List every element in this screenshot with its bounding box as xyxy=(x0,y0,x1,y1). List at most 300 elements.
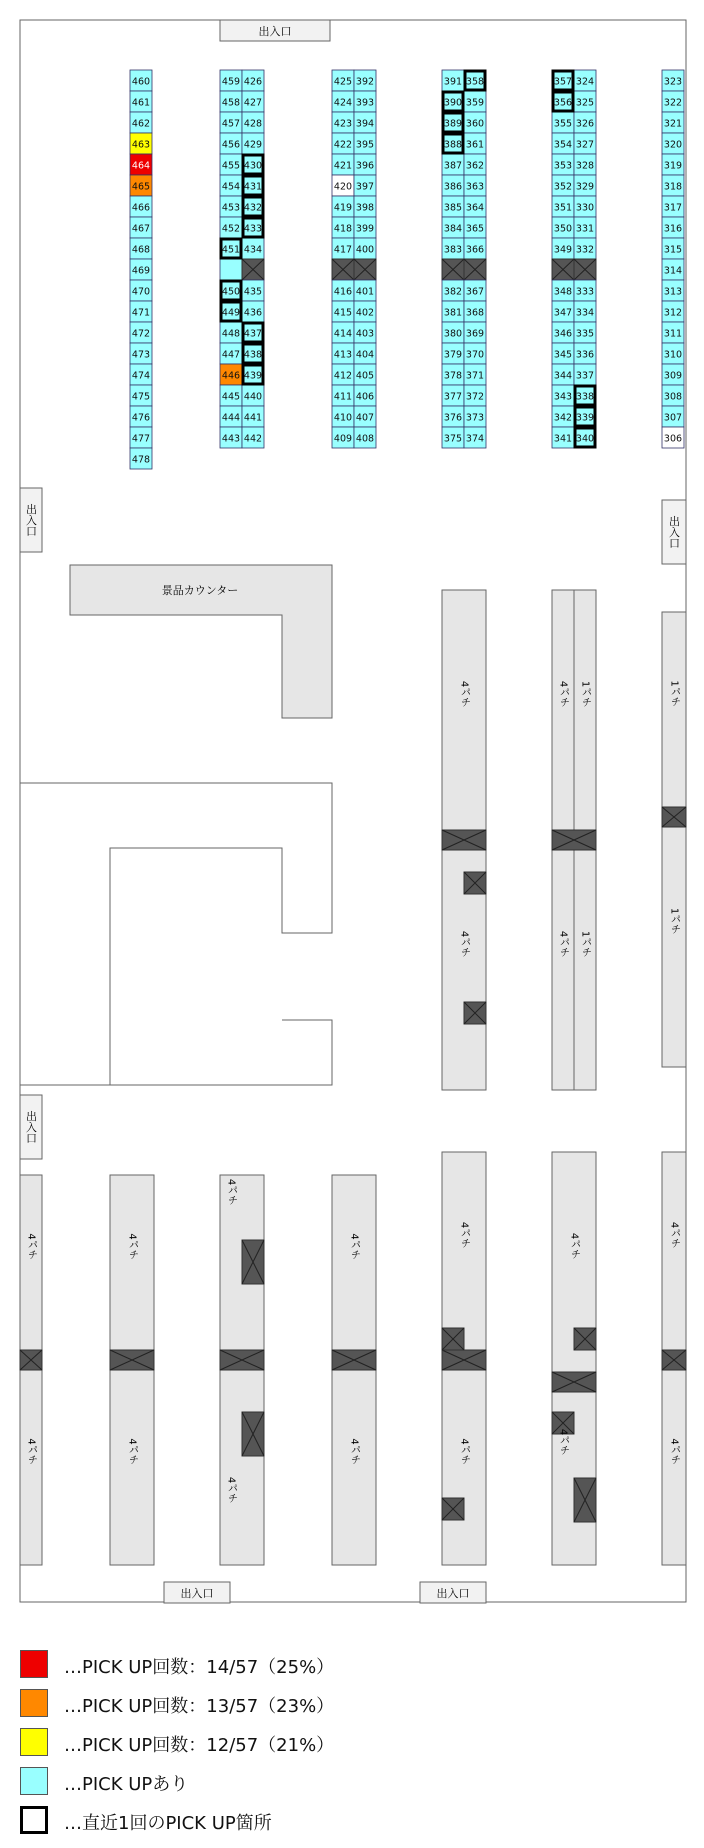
machine-number: 410 xyxy=(333,412,353,424)
machine-472[interactable] xyxy=(130,322,152,343)
machine-aisle-c4b-9 xyxy=(464,259,486,280)
machine-number: 343 xyxy=(553,391,573,403)
machine-number: 383 xyxy=(443,244,463,256)
machine-number: 418 xyxy=(333,223,353,235)
island-label: 1パチ xyxy=(668,907,680,935)
machine-number: 414 xyxy=(333,328,353,340)
machine-366[interactable] xyxy=(464,238,486,259)
machine-331[interactable] xyxy=(574,217,596,238)
machine-number: 400 xyxy=(355,244,375,256)
machine-387[interactable] xyxy=(442,154,464,175)
machine-444[interactable] xyxy=(220,406,242,427)
island-4pachi-low-1-top xyxy=(20,1175,42,1350)
machine-310[interactable] xyxy=(662,343,684,364)
machine-475[interactable] xyxy=(130,385,152,406)
island-1pachi-right-top xyxy=(662,612,686,807)
machine-number: 332 xyxy=(575,244,595,256)
machine-378[interactable] xyxy=(442,364,464,385)
machine-308[interactable] xyxy=(662,385,684,406)
machine-number: 323 xyxy=(663,76,683,88)
machine-number: 446 xyxy=(221,370,241,382)
machine-307[interactable] xyxy=(662,406,684,427)
machine-434[interactable] xyxy=(242,238,264,259)
legend-row-default xyxy=(20,1767,440,1797)
machine-347[interactable] xyxy=(552,301,574,322)
pillar-low-6-c xyxy=(574,1478,596,1522)
machine-number: 314 xyxy=(663,265,683,277)
machine-464[interactable] xyxy=(130,154,152,175)
machine-379[interactable] xyxy=(442,343,464,364)
island-4pachi-mid-a-top xyxy=(442,590,486,830)
machine-number: 423 xyxy=(333,118,353,130)
machine-360[interactable] xyxy=(464,112,486,133)
machine-number: 381 xyxy=(443,307,463,319)
machine-number: 362 xyxy=(465,160,485,172)
machine-456[interactable] xyxy=(220,133,242,154)
machine-396[interactable] xyxy=(354,154,376,175)
machine-384[interactable] xyxy=(442,217,464,238)
machine-368[interactable] xyxy=(464,301,486,322)
machine-309[interactable] xyxy=(662,364,684,385)
machine-422[interactable] xyxy=(332,133,354,154)
machine-number: 411 xyxy=(333,391,353,403)
machine-aisle-c3a-9 xyxy=(332,259,354,280)
machine-number: 399 xyxy=(355,223,375,235)
island-label: 4パチ xyxy=(126,1438,138,1465)
island-4pachi-low-7-bottom xyxy=(662,1370,686,1565)
pillar-low-5 xyxy=(442,1350,486,1370)
machine-471[interactable] xyxy=(130,301,152,322)
machine-337[interactable] xyxy=(574,364,596,385)
machine-number: 438 xyxy=(243,349,263,361)
machine-448[interactable] xyxy=(220,322,242,343)
machine-385[interactable] xyxy=(442,196,464,217)
machine-358[interactable] xyxy=(464,70,486,91)
machine-306[interactable] xyxy=(662,427,684,448)
machine-number: 344 xyxy=(553,370,573,382)
machine-473[interactable] xyxy=(130,343,152,364)
machine-418[interactable] xyxy=(332,217,354,238)
machine-number: 461 xyxy=(131,97,151,109)
machine-373[interactable] xyxy=(464,406,486,427)
machine-354[interactable] xyxy=(552,133,574,154)
entrance-left-upper[interactable] xyxy=(20,488,42,552)
machine-438[interactable] xyxy=(242,343,264,364)
machine-aisle-c3b-9 xyxy=(354,259,376,280)
machine-391[interactable] xyxy=(442,70,464,91)
machine-393[interactable] xyxy=(354,91,376,112)
machine-number: 467 xyxy=(131,223,151,235)
machine-467[interactable] xyxy=(130,217,152,238)
machine-number: 428 xyxy=(243,118,263,130)
machine-403[interactable] xyxy=(354,322,376,343)
machine-440[interactable] xyxy=(242,385,264,406)
machine-number: 311 xyxy=(663,328,683,340)
machine-447[interactable] xyxy=(220,343,242,364)
machine-number: 382 xyxy=(443,286,463,298)
machine-number: 404 xyxy=(355,349,375,361)
machine-452[interactable] xyxy=(220,217,242,238)
machine-number: 447 xyxy=(221,349,241,361)
machine-369[interactable] xyxy=(464,322,486,343)
machine-352[interactable] xyxy=(552,175,574,196)
machine-number: 422 xyxy=(333,139,353,151)
machine-412[interactable] xyxy=(332,364,354,385)
machine-313[interactable] xyxy=(662,280,684,301)
machine-334[interactable] xyxy=(574,301,596,322)
machine-430[interactable] xyxy=(242,154,264,175)
machine-number: 322 xyxy=(663,97,683,109)
machine-470[interactable] xyxy=(130,280,152,301)
machine-377[interactable] xyxy=(442,385,464,406)
machine-407[interactable] xyxy=(354,406,376,427)
island-label: 4パチ xyxy=(557,680,569,708)
machine-340[interactable] xyxy=(574,427,596,448)
machine-380[interactable] xyxy=(442,322,464,343)
machine-466[interactable] xyxy=(130,196,152,217)
machine-351[interactable] xyxy=(552,196,574,217)
machine-423[interactable] xyxy=(332,112,354,133)
machine-455[interactable] xyxy=(220,154,242,175)
machine-number: 350 xyxy=(553,223,573,235)
machine-401[interactable] xyxy=(354,280,376,301)
machine-329[interactable] xyxy=(574,175,596,196)
machine-number: 478 xyxy=(131,454,151,466)
machine-383[interactable] xyxy=(442,238,464,259)
machine-number: 432 xyxy=(243,202,263,214)
machine-376[interactable] xyxy=(442,406,464,427)
machine-314[interactable] xyxy=(662,259,684,280)
machine-number: 465 xyxy=(131,181,151,193)
island-label: 1パチ xyxy=(579,930,591,958)
machine-442[interactable] xyxy=(242,427,264,448)
machine-348[interactable] xyxy=(552,280,574,301)
machine-453[interactable] xyxy=(220,196,242,217)
machine-number: 470 xyxy=(131,286,151,298)
machine-330[interactable] xyxy=(574,196,596,217)
machine-319[interactable] xyxy=(662,154,684,175)
pillar-low-6-a xyxy=(574,1328,596,1350)
machine-number: 321 xyxy=(663,118,683,130)
machine-408[interactable] xyxy=(354,427,376,448)
machine-339[interactable] xyxy=(574,406,596,427)
island-label: 4パチ xyxy=(348,1233,360,1260)
entrance-bottom-left[interactable] xyxy=(164,1582,230,1603)
legend-row-yellow xyxy=(20,1728,440,1758)
machine-number: 463 xyxy=(131,139,151,151)
machine-number: 372 xyxy=(465,391,485,403)
machine-462[interactable] xyxy=(130,112,152,133)
machine-425[interactable] xyxy=(332,70,354,91)
machine-323[interactable] xyxy=(662,70,684,91)
machine-363[interactable] xyxy=(464,175,486,196)
machine-375[interactable] xyxy=(442,427,464,448)
machine-411[interactable] xyxy=(332,385,354,406)
island-label: 1パチ xyxy=(668,680,680,707)
machine-426[interactable] xyxy=(242,70,264,91)
machine-459[interactable] xyxy=(220,70,242,91)
machine-number: 462 xyxy=(131,118,151,130)
machine-424[interactable] xyxy=(332,91,354,112)
entrance-bottom-right[interactable] xyxy=(420,1582,486,1603)
entrance-top[interactable] xyxy=(220,20,330,41)
machine-number: 324 xyxy=(575,76,595,88)
machine-number: 405 xyxy=(355,370,375,382)
machine-number: 464 xyxy=(131,160,151,172)
machine-number: 416 xyxy=(333,286,353,298)
machine-443[interactable] xyxy=(220,427,242,448)
machine-326[interactable] xyxy=(574,112,596,133)
machine-478[interactable] xyxy=(130,448,152,469)
machine-345[interactable] xyxy=(552,343,574,364)
island-label: 4パチ xyxy=(668,1221,680,1249)
machine-409[interactable] xyxy=(332,427,354,448)
machine-370[interactable] xyxy=(464,343,486,364)
machine-327[interactable] xyxy=(574,133,596,154)
pillar-low-7 xyxy=(662,1350,686,1370)
machine-number: 434 xyxy=(243,244,263,256)
machine-325[interactable] xyxy=(574,91,596,112)
machine-number: 377 xyxy=(443,391,463,403)
machine-number: 437 xyxy=(243,328,263,340)
machine-343[interactable] xyxy=(552,385,574,406)
machine-390[interactable] xyxy=(442,91,464,112)
legend-text-orange: …PICK UP回数：13/57（23%） xyxy=(64,1696,335,1717)
legend-swatch-highlight xyxy=(20,1806,48,1834)
machine-315[interactable] xyxy=(662,238,684,259)
machine-number: 413 xyxy=(333,349,353,361)
machine-341[interactable] xyxy=(552,427,574,448)
island-4pachi-low-4-bottom xyxy=(332,1370,376,1565)
machine-361[interactable] xyxy=(464,133,486,154)
machine-number: 347 xyxy=(553,307,573,319)
machine-number: 355 xyxy=(553,118,573,130)
svg-text:景品カウンター: 景品カウンター xyxy=(161,584,239,597)
machine-number: 384 xyxy=(443,223,463,235)
svg-text:出入口: 出入口 xyxy=(180,1587,214,1600)
machine-463[interactable] xyxy=(130,133,152,154)
machine-450[interactable] xyxy=(220,280,242,301)
machine-number: 370 xyxy=(465,349,485,361)
machine-432[interactable] xyxy=(242,196,264,217)
machine-439[interactable] xyxy=(242,364,264,385)
machine-395[interactable] xyxy=(354,133,376,154)
machine-number: 449 xyxy=(221,307,241,319)
machine-428[interactable] xyxy=(242,112,264,133)
machine-335[interactable] xyxy=(574,322,596,343)
machine-433[interactable] xyxy=(242,217,264,238)
machine-414[interactable] xyxy=(332,322,354,343)
machine-429[interactable] xyxy=(242,133,264,154)
machine-404[interactable] xyxy=(354,343,376,364)
machine-458[interactable] xyxy=(220,91,242,112)
machine-454[interactable] xyxy=(220,175,242,196)
machine-number: 406 xyxy=(355,391,375,403)
machine-344[interactable] xyxy=(552,364,574,385)
machine-381[interactable] xyxy=(442,301,464,322)
machine-number: 408 xyxy=(355,433,375,445)
machine-445[interactable] xyxy=(220,385,242,406)
machine-number: 348 xyxy=(553,286,573,298)
machine-357[interactable] xyxy=(552,70,574,91)
machine-318[interactable] xyxy=(662,175,684,196)
machine-367[interactable] xyxy=(464,280,486,301)
island-label: 4パチ xyxy=(568,1232,580,1260)
machine-324[interactable] xyxy=(574,70,596,91)
machine-436[interactable] xyxy=(242,301,264,322)
machine-number: 427 xyxy=(243,97,263,109)
machine-446[interactable] xyxy=(220,364,242,385)
machine-number: 373 xyxy=(465,412,485,424)
machine-number: 391 xyxy=(443,76,463,88)
machine-386[interactable] xyxy=(442,175,464,196)
machine-number: 341 xyxy=(553,433,573,445)
machine-364[interactable] xyxy=(464,196,486,217)
island-4pachi-low-7-top xyxy=(662,1152,686,1350)
machine-328[interactable] xyxy=(574,154,596,175)
machine-399[interactable] xyxy=(354,217,376,238)
machine-number: 371 xyxy=(465,370,485,382)
machine-number: 318 xyxy=(663,181,683,193)
machine-451[interactable] xyxy=(220,238,242,259)
machine-number: 457 xyxy=(221,118,241,130)
machine-420[interactable] xyxy=(332,175,354,196)
machine-427[interactable] xyxy=(242,91,264,112)
machine-437[interactable] xyxy=(242,322,264,343)
machine-469[interactable] xyxy=(130,259,152,280)
machine-321[interactable] xyxy=(662,112,684,133)
machine-402[interactable] xyxy=(354,301,376,322)
pillar-low-4 xyxy=(332,1350,376,1370)
machine-316[interactable] xyxy=(662,217,684,238)
machine-333[interactable] xyxy=(574,280,596,301)
machine-312[interactable] xyxy=(662,301,684,322)
machine-346[interactable] xyxy=(552,322,574,343)
legend-swatch-red xyxy=(20,1650,48,1678)
machine-number: 395 xyxy=(355,139,375,151)
machine-number: 475 xyxy=(131,391,151,403)
machine-406[interactable] xyxy=(354,385,376,406)
machine-457[interactable] xyxy=(220,112,242,133)
machine-413[interactable] xyxy=(332,343,354,364)
machine-number: 466 xyxy=(131,202,151,214)
machine-336[interactable] xyxy=(574,343,596,364)
machine-374[interactable] xyxy=(464,427,486,448)
machine-405[interactable] xyxy=(354,364,376,385)
machine-435[interactable] xyxy=(242,280,264,301)
island-1pachi-mid-b-top xyxy=(574,590,596,830)
machine-461[interactable] xyxy=(130,91,152,112)
machine-number: 453 xyxy=(221,202,241,214)
machine-332[interactable] xyxy=(574,238,596,259)
machine-number: 326 xyxy=(575,118,595,130)
machine-number: 392 xyxy=(355,76,375,88)
machine-476[interactable] xyxy=(130,406,152,427)
machine-number: 402 xyxy=(355,307,375,319)
machine-number: 374 xyxy=(465,433,485,445)
machine-356[interactable] xyxy=(552,91,574,112)
machine-389[interactable] xyxy=(442,112,464,133)
entrance-left-lower[interactable] xyxy=(20,1095,42,1159)
island-1pachi-right-bottom xyxy=(662,807,686,1067)
machine-number: 363 xyxy=(465,181,485,193)
machine-311[interactable] xyxy=(662,322,684,343)
machine-416[interactable] xyxy=(332,280,354,301)
machine-362[interactable] xyxy=(464,154,486,175)
machine-number: 441 xyxy=(243,412,263,424)
machine-460[interactable] xyxy=(130,70,152,91)
machine-number: 448 xyxy=(221,328,241,340)
svg-text:出入口: 出入口 xyxy=(258,25,292,38)
machine-342[interactable] xyxy=(552,406,574,427)
machine-number: 445 xyxy=(221,391,241,403)
machine-468[interactable] xyxy=(130,238,152,259)
island-label: 4パチ xyxy=(458,1438,470,1465)
machine-320[interactable] xyxy=(662,133,684,154)
machine-number: 316 xyxy=(663,223,683,235)
machine-417[interactable] xyxy=(332,238,354,259)
machine-317[interactable] xyxy=(662,196,684,217)
machine-371[interactable] xyxy=(464,364,486,385)
entrance-right-upper[interactable] xyxy=(662,500,686,564)
island-label: 4パチ xyxy=(668,1438,680,1465)
machine-338[interactable] xyxy=(574,385,596,406)
machine-365[interactable] xyxy=(464,217,486,238)
machine-392[interactable] xyxy=(354,70,376,91)
machine-355[interactable] xyxy=(552,112,574,133)
machine-number: 338 xyxy=(575,391,595,403)
machine-349[interactable] xyxy=(552,238,574,259)
machine-number: 385 xyxy=(443,202,463,214)
machine-number: 312 xyxy=(663,307,683,319)
island-label: 4パチ xyxy=(225,1476,237,1504)
machine-number: 474 xyxy=(131,370,151,382)
entrance-left-upper-label: 出入口 xyxy=(24,503,38,537)
machine-415[interactable] xyxy=(332,301,354,322)
machine-400[interactable] xyxy=(354,238,376,259)
machine-382[interactable] xyxy=(442,280,464,301)
machine-number: 358 xyxy=(465,76,485,88)
machine-431[interactable] xyxy=(242,175,264,196)
island-4pachi-mid-b-bottom xyxy=(552,830,574,1090)
machine-397[interactable] xyxy=(354,175,376,196)
machine-number: 356 xyxy=(553,97,573,109)
machine-474[interactable] xyxy=(130,364,152,385)
machine-421[interactable] xyxy=(332,154,354,175)
island-label: 1パチ xyxy=(579,680,591,708)
machine-number: 365 xyxy=(465,223,485,235)
machine-388[interactable] xyxy=(442,133,464,154)
machine-number: 430 xyxy=(243,160,263,172)
machine-419[interactable] xyxy=(332,196,354,217)
machine-number: 361 xyxy=(465,139,485,151)
machine-number: 353 xyxy=(553,160,573,172)
machine-410[interactable] xyxy=(332,406,354,427)
machine-number: 333 xyxy=(575,286,595,298)
machine-350[interactable] xyxy=(552,217,574,238)
legend-row-red xyxy=(20,1650,440,1680)
machine-441[interactable] xyxy=(242,406,264,427)
machine-398[interactable] xyxy=(354,196,376,217)
machine-477[interactable] xyxy=(130,427,152,448)
machine-359[interactable] xyxy=(464,91,486,112)
machine-394[interactable] xyxy=(354,112,376,133)
machine-372[interactable] xyxy=(464,385,486,406)
machine-353[interactable] xyxy=(552,154,574,175)
machine-322[interactable] xyxy=(662,91,684,112)
machine-465[interactable] xyxy=(130,175,152,196)
machine-449[interactable] xyxy=(220,301,242,322)
